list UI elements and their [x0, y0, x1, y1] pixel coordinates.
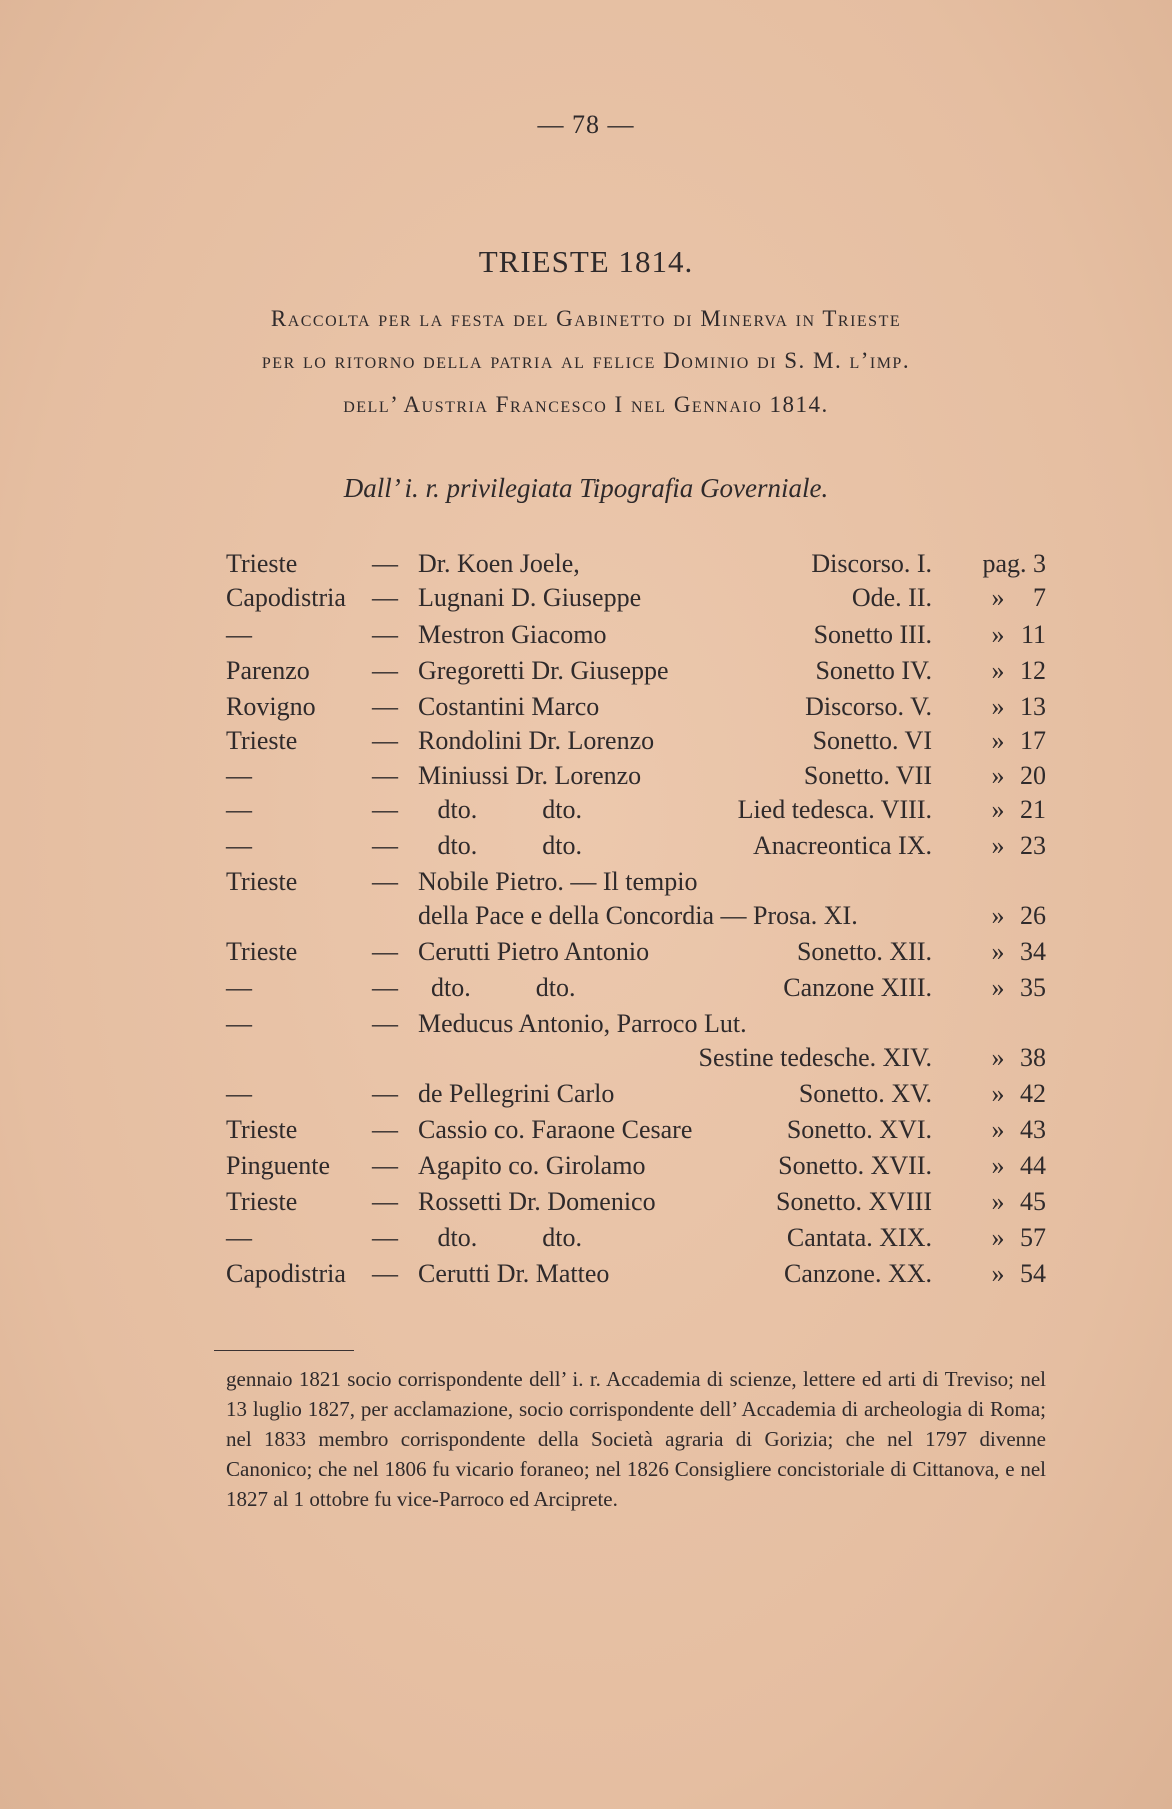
entry-ditto-mark: »	[991, 831, 1005, 860]
entry-row	[0, 1256, 1172, 1292]
entry-dash: —	[372, 761, 398, 790]
entry-dash: —	[372, 620, 398, 649]
entry-page: 42	[1020, 1079, 1046, 1108]
entry-dash: —	[372, 549, 398, 578]
entry-page: 12	[1020, 656, 1046, 685]
entry-page: 43	[1020, 1115, 1046, 1144]
entry-genre: Sonetto. VI	[812, 726, 932, 755]
description-line: dell’ Austria Francesco I nel Gennaio 1814.	[343, 392, 829, 417]
entry-row	[0, 689, 1172, 725]
entry-ditto-mark: »	[991, 1079, 1005, 1108]
entry-row	[0, 934, 1172, 970]
entry-author: Rossetti Dr. Domenico	[418, 1187, 656, 1216]
entry-row	[0, 617, 1172, 653]
entry-genre: Discorso. I.	[811, 549, 932, 578]
entry-page: 17	[1020, 726, 1046, 755]
entry-page: 20	[1020, 761, 1046, 790]
entry-row	[0, 1006, 1172, 1042]
entry-place: Rovigno	[226, 692, 316, 721]
entry-ditto-mark: »	[991, 1151, 1005, 1180]
entry-page: 23	[1020, 831, 1046, 860]
entry-author: dto. dto.	[418, 795, 582, 824]
entry-author: Costantini Marco	[418, 692, 600, 721]
entry-row	[0, 1220, 1172, 1256]
entry-page: 44	[1020, 1151, 1046, 1180]
footnote: gennaio 1821 socio corrispondente dell’ i. r. Accademia di scienze, lettere ed arti di Treviso; nel 13 luglio 1827, per acclamazione, socio corrispondente dell’ Accademia di archeologia di Roma; nel 1833 membro corrispondente della Società agraria di Gorizia; che nel 1797 divenne Canonico; che nel 1806 fu vicario foraneo; nel 1826 Consigliere concistoriale di Cittanova, e nel 1827 al 1 ottobre fu vice-Parroco ed Arciprete.	[226, 1367, 1046, 1511]
entry-dash: —	[372, 1223, 398, 1252]
entry-dash: —	[372, 937, 398, 966]
imprint: Dall’ i. r. privilegiata Tipografia Governiale.	[343, 473, 829, 503]
entry-row	[0, 580, 1172, 616]
entry-page: pag. 3	[982, 549, 1046, 578]
entry-genre: Discorso. V.	[805, 692, 932, 721]
entry-genre: Canzone XIII.	[783, 973, 932, 1002]
entry-row	[0, 792, 1172, 828]
entry-author: de Pellegrini Carlo	[418, 1079, 615, 1108]
entry-place: Trieste	[226, 1187, 298, 1216]
entry-place: Trieste	[226, 867, 298, 896]
footnote-rule	[214, 1350, 354, 1351]
entry-place: Trieste	[226, 937, 298, 966]
entry-dash: —	[372, 1079, 398, 1108]
entry-place: —	[226, 1009, 252, 1038]
entry-dash: —	[372, 867, 398, 896]
entry-genre: Sonetto. XVII.	[778, 1151, 932, 1180]
entry-author: Lugnani D. Giuseppe	[418, 583, 642, 612]
entry-author: Agapito co. Girolamo	[418, 1151, 646, 1180]
entry-ditto-mark: »	[991, 1223, 1005, 1252]
page-title: TRIESTE 1814.	[478, 244, 694, 279]
entry-genre: Sonetto IV.	[815, 656, 932, 685]
entry-page: 13	[1020, 692, 1046, 721]
entry-ditto-mark: »	[991, 795, 1005, 824]
entry-ditto-mark: »	[991, 1043, 1005, 1072]
entry-author: Cassio co. Faraone Cesare	[418, 1115, 693, 1144]
entry-row	[0, 898, 1172, 934]
entry-author: Rondolini Dr. Lorenzo	[418, 726, 655, 755]
entry-place: Trieste	[226, 726, 298, 755]
entry-row	[0, 1040, 1172, 1076]
entry-ditto-mark: »	[991, 761, 1005, 790]
entry-ditto-mark: »	[991, 1259, 1005, 1288]
entry-row	[0, 1184, 1172, 1220]
entry-place: —	[226, 831, 252, 860]
entry-place: Capodistria	[226, 1259, 346, 1288]
entry-place: —	[226, 1079, 252, 1108]
entry-genre: Sonetto. VII	[803, 761, 932, 790]
description-line: Raccolta per la festa del Gabinetto di Minerva in Trieste	[270, 306, 902, 331]
entry-author: dto. dto.	[418, 1223, 582, 1252]
entry-place: —	[226, 620, 252, 649]
entry-author: Nobile Pietro. — Il tempio	[418, 867, 698, 896]
page-number: — 78 —	[537, 110, 635, 139]
entry-dash: —	[372, 692, 398, 721]
entry-page: 54	[1020, 1259, 1046, 1288]
entry-page: 7	[1033, 583, 1046, 612]
entry-genre: Sonetto. XVI.	[786, 1115, 932, 1144]
entry-dash: —	[372, 656, 398, 685]
entry-genre: Lied tedesca. VIII.	[737, 795, 932, 824]
entry-genre: Anacreontica IX.	[752, 831, 932, 860]
entry-genre: Sestine tedesche. XIV.	[698, 1043, 932, 1072]
entry-place: —	[226, 973, 252, 1002]
entry-page: 11	[1020, 620, 1046, 649]
entry-page: 38	[1020, 1043, 1046, 1072]
entry-dash: —	[372, 1009, 398, 1038]
entry-row	[0, 723, 1172, 759]
entry-ditto-mark: »	[991, 937, 1005, 966]
entry-page: 57	[1020, 1223, 1046, 1252]
entry-author: Cerutti Pietro Antonio	[418, 937, 650, 966]
entry-ditto-mark: »	[991, 973, 1005, 1002]
entry-author: Gregoretti Dr. Giuseppe	[418, 656, 669, 685]
entry-ditto-mark: »	[991, 692, 1005, 721]
entry-ditto-mark: »	[991, 656, 1005, 685]
entry-author: Dr. Koen Joele,	[418, 549, 580, 578]
entry-ditto-mark: »	[991, 901, 1005, 930]
entry-author: Mestron Giacomo	[418, 620, 607, 649]
entry-genre: Sonetto III.	[813, 620, 932, 649]
entry-dash: —	[372, 795, 398, 824]
entry-row	[0, 1148, 1172, 1184]
entry-row	[0, 970, 1172, 1006]
entry-place: Capodistria	[226, 583, 346, 612]
entry-page: 26	[1020, 901, 1046, 930]
entry-dash: —	[372, 1151, 398, 1180]
entry-ditto-mark: »	[991, 583, 1005, 612]
entry-place: —	[226, 761, 252, 790]
entry-page: 45	[1020, 1187, 1046, 1216]
entry-place: —	[226, 795, 252, 824]
entry-dash: —	[372, 1187, 398, 1216]
entry-author: Cerutti Dr. Matteo	[418, 1259, 610, 1288]
entry-ditto-mark: »	[991, 726, 1005, 755]
entry-ditto-mark: »	[991, 1187, 1005, 1216]
entry-page: 21	[1020, 795, 1046, 824]
entry-dash: —	[372, 1115, 398, 1144]
entry-genre: Canzone. XX.	[783, 1259, 932, 1288]
entry-dash: —	[372, 583, 398, 612]
entry-genre: Sonetto. XVIII	[776, 1187, 932, 1216]
entry-dash: —	[372, 1259, 398, 1288]
entry-dash: —	[372, 973, 398, 1002]
entry-row	[0, 828, 1172, 864]
entry-row	[0, 864, 1172, 900]
entry-place: —	[226, 1223, 252, 1252]
entry-row	[0, 758, 1172, 794]
entry-row	[0, 546, 1172, 582]
entry-row	[0, 1112, 1172, 1148]
entry-author: della Pace e della Concordia — Prosa. XI.	[418, 901, 858, 930]
entry-page: 35	[1020, 973, 1046, 1002]
entry-place: Parenzo	[226, 656, 310, 685]
entry-ditto-mark: »	[991, 1115, 1005, 1144]
entry-ditto-mark: »	[991, 620, 1005, 649]
entry-row	[0, 1076, 1172, 1112]
entry-genre: Sonetto. XII.	[796, 937, 932, 966]
entry-genre: Sonetto. XV.	[798, 1079, 932, 1108]
entry-author: Meducus Antonio, Parroco Lut.	[418, 1009, 747, 1038]
entry-genre: Ode. II.	[851, 583, 932, 612]
description-line: per lo ritorno della patria al felice Dominio di S. M. l’imp.	[261, 348, 911, 373]
entry-author: Miniussi Dr. Lorenzo	[418, 761, 642, 790]
entry-author: dto. dto.	[418, 973, 576, 1002]
entry-dash: —	[372, 726, 398, 755]
entry-genre: Cantata. XIX.	[786, 1223, 932, 1252]
entry-place: Pinguente	[226, 1151, 330, 1180]
entry-author: dto. dto.	[418, 831, 582, 860]
entry-dash: —	[372, 831, 398, 860]
entry-page: 34	[1020, 937, 1046, 966]
entry-row	[0, 653, 1172, 689]
entry-place: Trieste	[226, 1115, 298, 1144]
entry-place: Trieste	[226, 549, 298, 578]
